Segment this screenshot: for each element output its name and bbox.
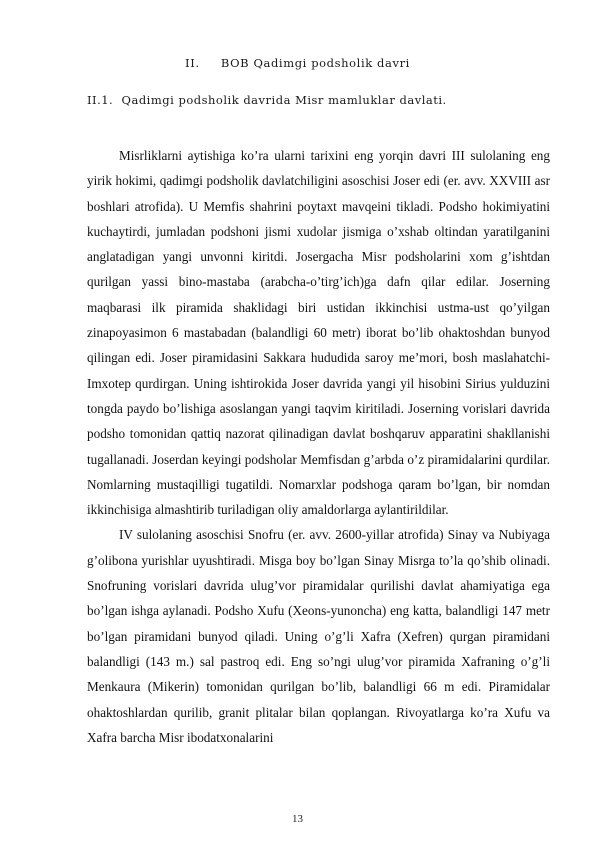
page-number: 13	[292, 813, 303, 825]
chapter-title-text: BOB Qadimgi podsholik davri	[220, 56, 410, 70]
paragraph: IV sulolaning asoschisi Snofru (er. avv. 2600-yillar atrofida) Sinay va Nubiyaga g’olibona yurishlar uyushtiradi. Misga boy bo’lgan Sinay Misrga to’la qo’shib olinadi. Snofruning vorislari davrida ulug’vor piramidalar qurilishi davlat ahamiyatiga ega bo’lgan ishga aylanadi. Podsho Xufu (Xeons-yunoncha) eng katta, balandligi 147 metr bo’lgan piramidani bunyod qiladi. Uning o’g’li Xafra (Xefren) qurgan piramidani balandligi (143 m.) sal pastroq edi. Eng so’ngi ulug’vor piramida Xafraning o’g’li Menkaura (Mikerin) tomonidan qurilgan bo’lib, balandligi 66 m edi. Piramidalar ohaktoshlardan qurilib, granit plitalar bilan qoplangan. Rivoyatlarga ko’ra Xufu va Xafra barcha Misr ibodatxonalarini	[87, 527, 550, 745]
section-number: II.1.	[87, 93, 114, 107]
body-text	[87, 143, 550, 750]
paragraph: Misrliklarni aytishiga ko’ra ularni tarixini eng yorqin davri III sulolaning eng yirik hokimi, qadimgi podsholik davlatchiligini asoschisi Joser edi (er. avv. XXVIII asr boshlari atrofida). U Memfis shahrini poytaxt mavqeini tikladi. Podsho hokimiyatini kuchaytirdi, jumladan podshoni jismi xudolar jismiga o’xshab oltindan yaratilganini anglatadigan yangi unvonni kiritdi. Josergacha Misr podsholarini xom g’ishtdan qurilgan yassi bino-mastaba (arabcha-o’tirg’ich)ga dafn qilar edilar. Joserning maqbarasi ilk piramida shaklidagi biri ustidan ikkinchisi ustma-ust qo’yilgan zinapoyasimon 6 mastabadan (balandligi 60 metr) iborat bo’lib ohaktoshdan bunyod qilingan edi. Joser piramidasini Sakkara hududida saroy me’mori, bosh maslahatchi-Imxotep qurdirgan. Uning ishtirokida Joser davrida yangi yil hisobini Sirius yulduzini tongda paydo bo’lishiga asoslangan yangi taqvim kiritiladi. Joserning vorislari davrida podsho tomonidan qattiq nazorat qilinadigan davlat boshqaruv apparatini shakllanishi tugallanadi. Joserdan keyingi podsholar Memfisdan g’arbda o’z piramidalarini qurdilar. Nomlarning mustaqilligi tugatildi. Nomarxlar podshoga qaram bo’lgan, bir nomdan ikkinchisiga almashtirib turiladigan oliy amaldorlarga aylantirildilar.	[87, 148, 550, 518]
chapter-heading	[0, 56, 595, 70]
section-title-text: Qadimgi podsholik davrida Misr mamluklar davlati.	[121, 93, 447, 107]
section-heading	[87, 93, 557, 107]
chapter-number: II.	[185, 56, 200, 70]
